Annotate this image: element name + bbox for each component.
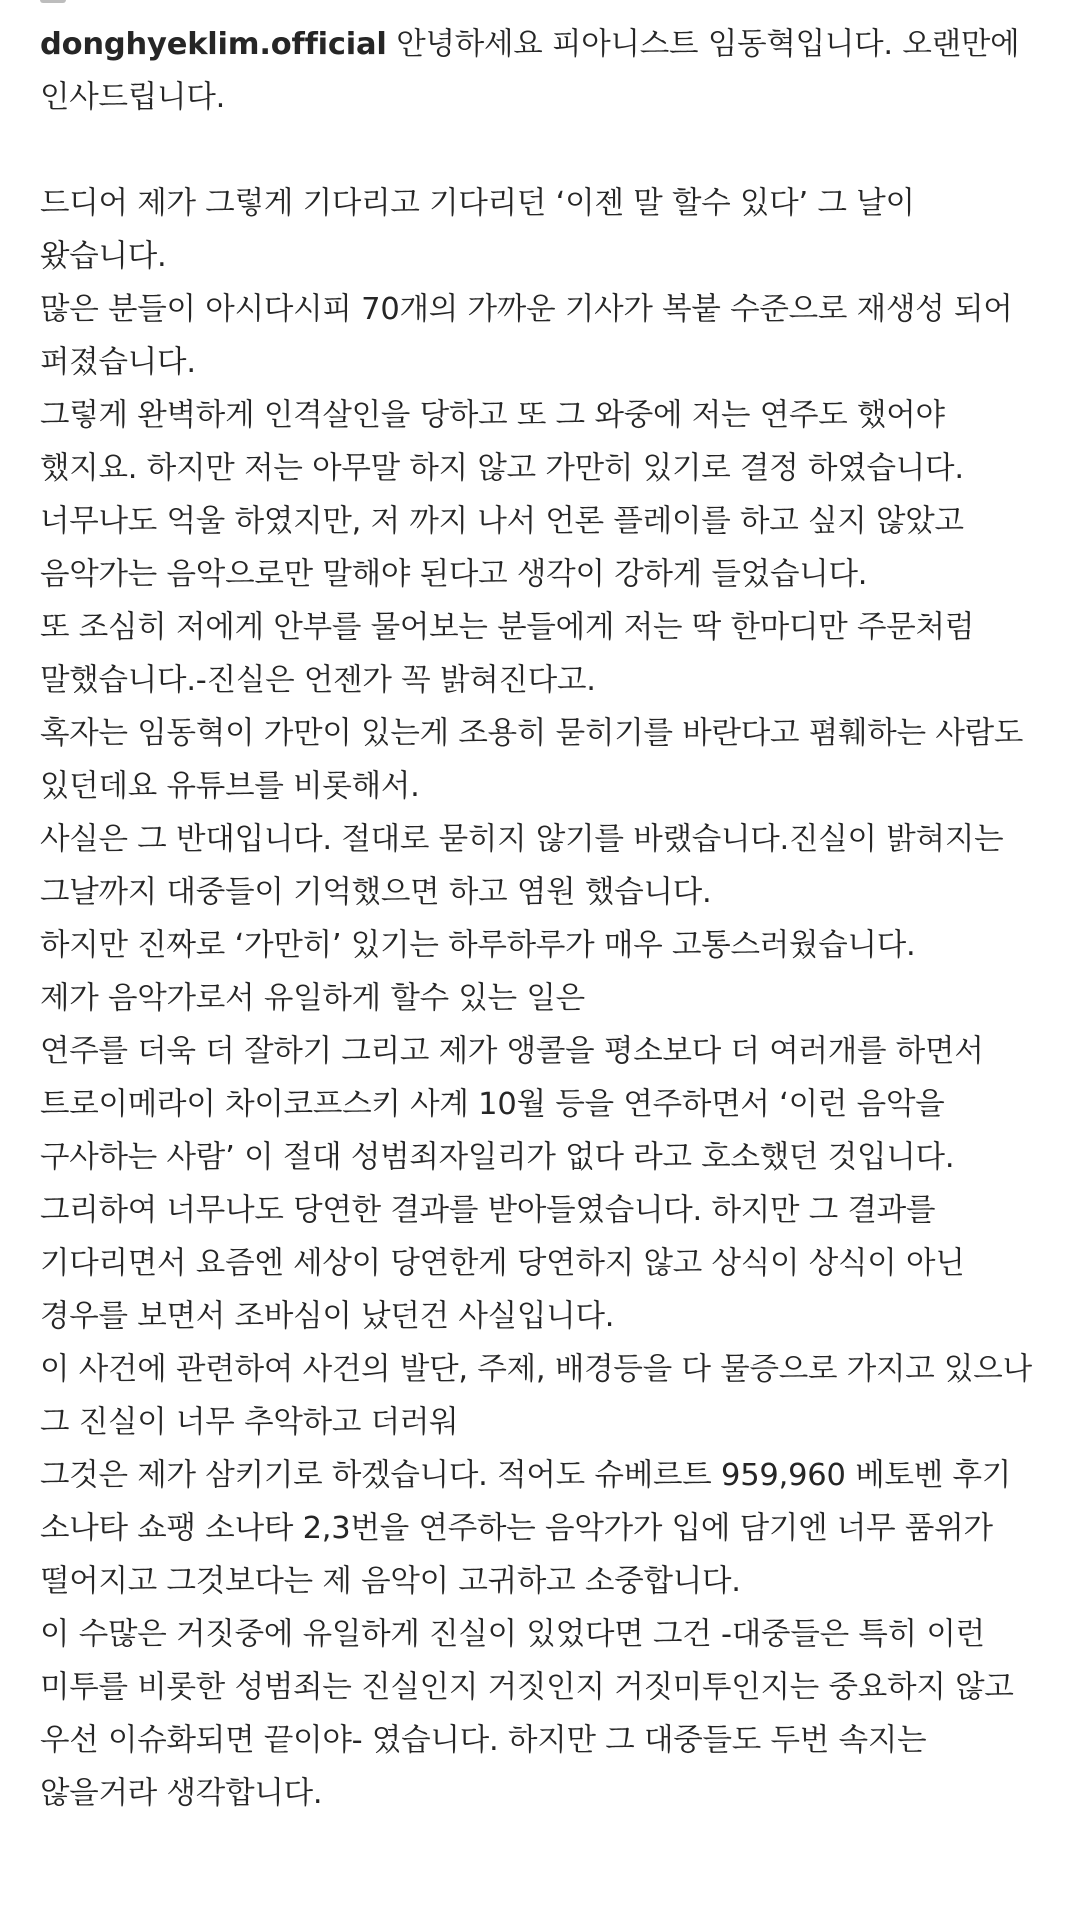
intro-text: 안녕하세요 피아니스트 임동혁입니다. 오랜만에 인사드립니다. — [40, 27, 1029, 115]
username-link[interactable]: donghyeklim.official — [40, 27, 387, 62]
caption-paragraph: 제가 음악가로서 유일하게 할수 있는 일은 — [40, 981, 585, 1016]
caption-intro — [40, 18, 1050, 124]
caption-paragraph: 그것은 제가 삼키기로 하겠습니다. 적어도 슈베르트 959,960 베토벤 후기 소나타 쇼팽 소나타 2,3번을 연주하는 음악가가 입에 담기엔 너무 품위가 떨어지고 그것보다는 제 음악이 고귀하고 소중합니다. — [40, 1458, 1021, 1599]
caption-paragraph: 그렇게 완벽하게 인격살인을 당하고 또 그 와중에 저는 연주도 했어야 했지요. 하지만 저는 아무말 하지 않고 가만히 있기로 결정 하였습니다. — [40, 398, 964, 486]
caption-paragraph: 혹자는 임동혁이 가만이 있는게 조용히 묻히기를 바란다고 폄훼하는 사람도 있던데요 유튜브를 비롯해서. — [40, 716, 1033, 804]
caption-paragraph: 이 수많은 거짓중에 유일하게 진실이 있었다면 그건 -대중들은 특히 이런 미투를 비롯한 성범죄는 진실인지 거짓인지 거짓미투인지는 중요하지 않고 우선 이슈화되면 끝이야- 였습니다. 하지만 그 대중들도 두번 속지는 않을거라 생각합니다. — [40, 1617, 1024, 1811]
post-caption — [40, 18, 1050, 1820]
caption-paragraph: 사실은 그 반대입니다. 절대로 묻히지 않기를 바랬습니다.진실이 밝혀지는 그날까지 대중들이 기억했으면 하고 염원 했습니다. — [40, 822, 1013, 910]
cropped-avatar-edge — [40, 0, 66, 3]
paragraph-gap — [40, 124, 1050, 177]
caption-paragraph: 연주를 더욱 더 잘하기 그리고 제가 앵콜을 평소보다 더 여러개를 하면서 트로이메라이 차이코프스키 사계 10월 등을 연주하면서 ‘이런 음악을 구사하는 사람’ 이 절대 성범죄자일리가 없다 라고 호소했던 것입니다. — [40, 1034, 994, 1175]
caption-paragraph: 또 조심히 저에게 안부를 물어보는 분들에게 저는 딱 한마디만 주문처럼 말했습니다.-진실은 언젠가 꼭 밝혀진다고. — [40, 610, 984, 698]
caption-paragraph: 드디어 제가 그렇게 기다리고 기다리던 ‘이젠 말 할수 있다’ 그 날이 왔습니다. — [40, 186, 925, 274]
caption-paragraph: 너무나도 억울 하였지만, 저 까지 나서 언론 플레이를 하고 싶지 않았고 음악가는 음악으로만 말해야 된다고 생각이 강하게 들었습니다. — [40, 504, 974, 592]
caption-paragraph: 그리하여 너무나도 당연한 결과를 받아들였습니다. 하지만 그 결과를 기다리면서 요즘엔 세상이 당연한게 당연하지 않고 상식이 상식이 아닌 경우를 보면서 조바심이 났던건 사실입니다. — [40, 1193, 975, 1334]
caption-paragraph: 이 사건에 관련하여 사건의 발단, 주제, 배경등을 다 물증으로 가지고 있으나 그 진실이 너무 추악하고 더러워 — [40, 1352, 1042, 1440]
caption-paragraph: 많은 분들이 아시다시피 70개의 가까운 기사가 복붙 수준으로 재생성 되어 퍼졌습니다. — [40, 292, 1022, 380]
caption-paragraph: 하지만 진짜로 ‘가만히’ 있기는 하루하루가 매우 고통스러웠습니다. — [40, 928, 916, 963]
